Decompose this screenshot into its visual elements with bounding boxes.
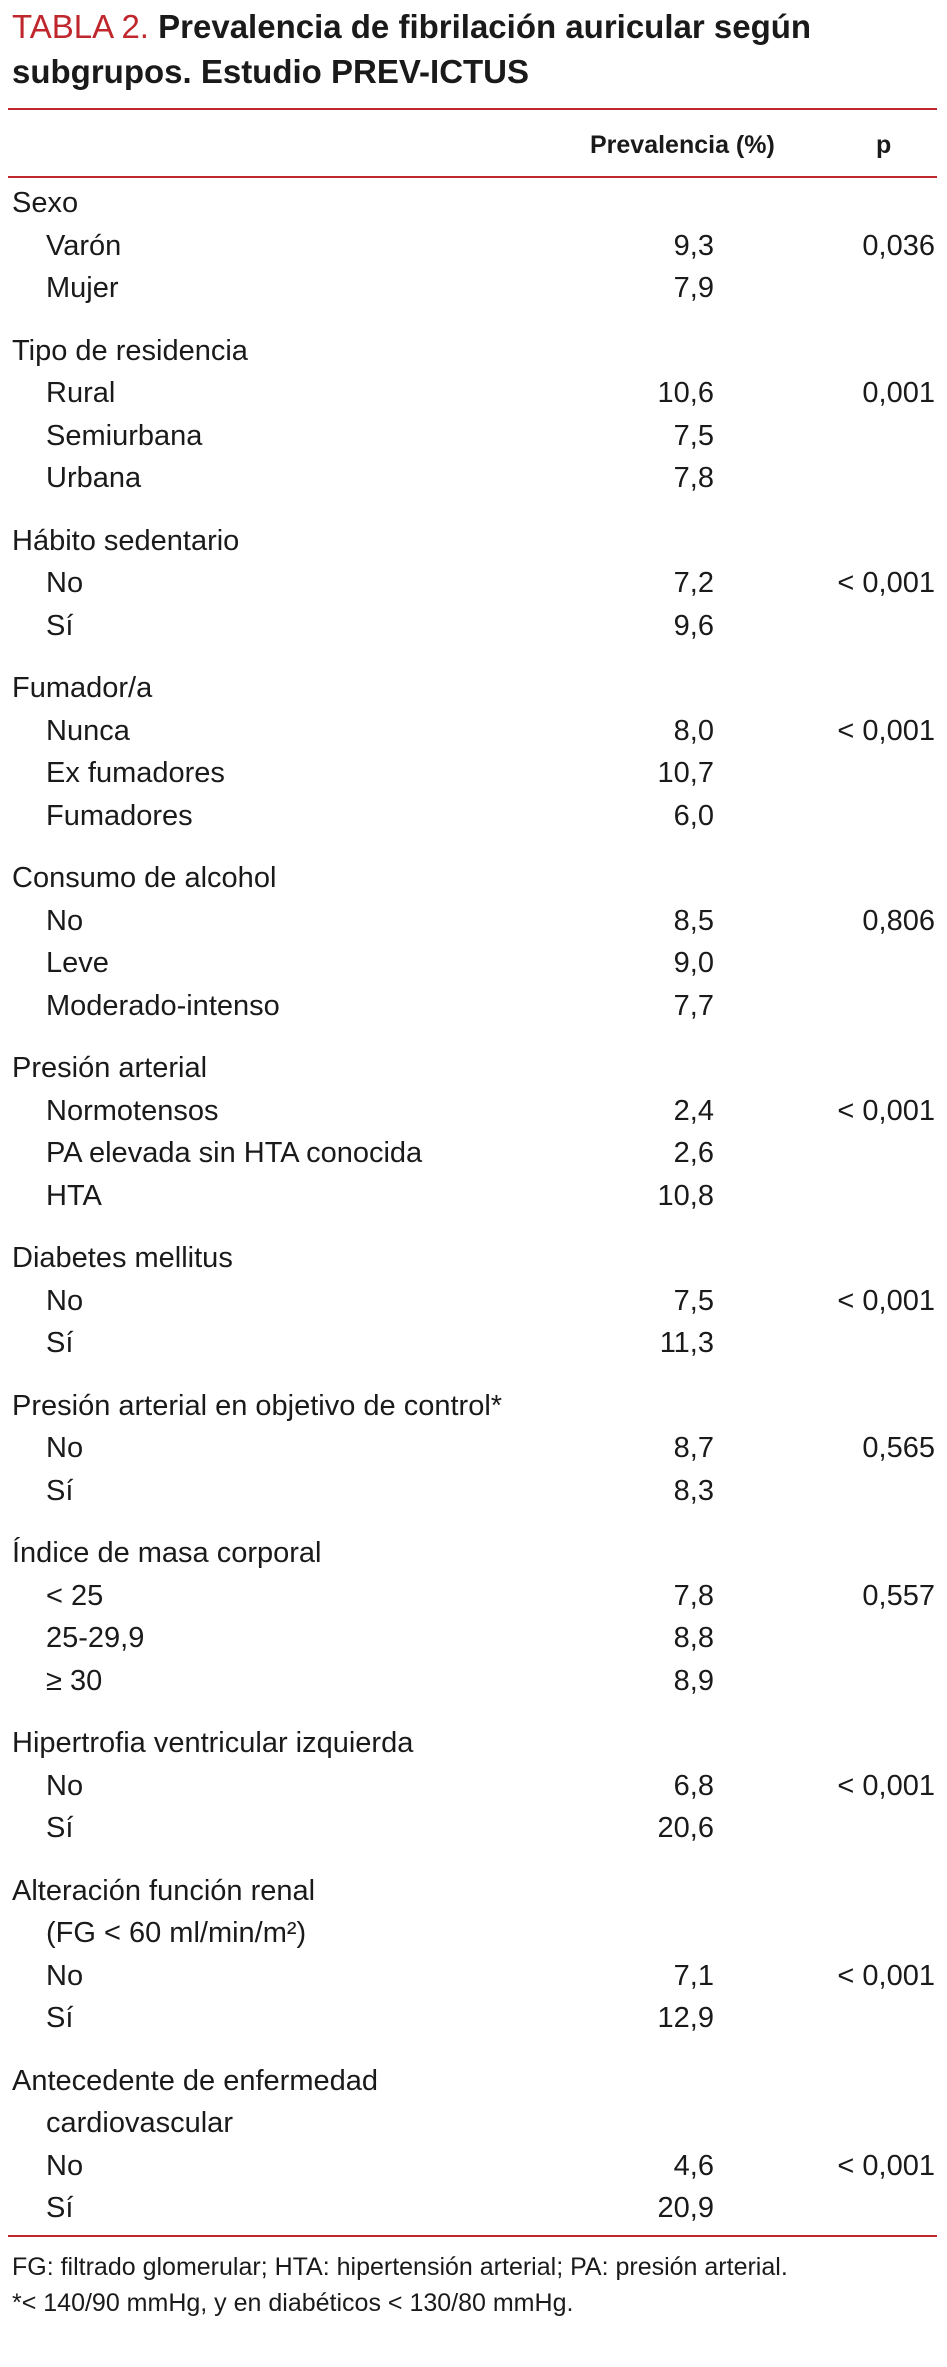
group-label: Hipertrofia ventricular izquierda: [12, 1727, 414, 1759]
group-heading: [0, 1870, 947, 1913]
row-label: Varón: [46, 229, 122, 262]
row-group: [0, 1237, 947, 1365]
row-label: Fumadores: [46, 799, 193, 832]
row-label: Rural: [46, 377, 116, 409]
table-row: [0, 415, 947, 458]
group-heading: [0, 1237, 947, 1280]
table-row: [0, 942, 947, 985]
table-row: [0, 985, 947, 1028]
prevalence-value: 4,6: [673, 2149, 714, 2182]
row-label: Nunca: [46, 714, 130, 747]
row-label: Sí: [46, 1812, 74, 1844]
prevalence-value: 2,4: [673, 1094, 714, 1127]
prevalence-value: 7,1: [673, 1959, 714, 1992]
table-body: [0, 182, 947, 2250]
table-row: [0, 225, 947, 268]
row-label: Mujer: [46, 272, 119, 304]
table-title: [12, 4, 932, 94]
row-group: [0, 1722, 947, 1850]
group-label: Índice de masa corporal: [12, 1537, 322, 1569]
p-value: 0,806: [862, 904, 935, 937]
group-heading: [0, 182, 947, 225]
row-label: HTA: [46, 1179, 102, 1212]
top-rule: [8, 108, 937, 110]
row-label: ≥ 30: [46, 1664, 103, 1697]
table-row: [0, 1427, 947, 1470]
p-value: < 0,001: [837, 2149, 935, 2182]
table-row: [0, 1617, 947, 1660]
group-label: Antecedente de enfermedad: [12, 2064, 378, 2097]
group-heading: [0, 857, 947, 900]
row-label: No: [46, 1432, 84, 1464]
row-label: No: [46, 1959, 84, 1992]
row-label: cardiovascular: [46, 2107, 233, 2139]
footnote-asterisk: *< 140/90 mmHg, y en diabéticos < 130/80 mmHg.: [12, 2289, 574, 2317]
prevalence-value: 7,7: [673, 989, 714, 1022]
table-row: [0, 1765, 947, 1808]
group-heading: [0, 2060, 947, 2103]
group-heading: [0, 1722, 947, 1765]
table-row: [0, 1660, 947, 1703]
table-row: [0, 2145, 947, 2188]
prevalence-value: 9,3: [673, 229, 714, 262]
row-label: Sí: [46, 1474, 74, 1507]
table-row: [0, 2102, 947, 2145]
table-row: [0, 267, 947, 310]
group-label: Presión arterial en objetivo de control*: [12, 1389, 503, 1422]
prevalence-value: 10,7: [657, 757, 714, 789]
row-group: [0, 330, 947, 500]
table-row: [0, 1470, 947, 1513]
prevalence-value: 7,9: [673, 272, 714, 304]
group-heading: [0, 1047, 947, 1090]
row-label: No: [46, 2149, 84, 2182]
table-row: [0, 710, 947, 753]
prevalence-value: 7,5: [673, 1284, 714, 1317]
row-label: Sí: [46, 609, 74, 642]
prevalence-value: 11,3: [659, 1327, 714, 1359]
row-label: Semiurbana: [46, 419, 203, 452]
row-label: Moderado-intenso: [46, 989, 280, 1022]
p-value: < 0,001: [837, 1094, 935, 1127]
prevalence-value: 7,2: [673, 567, 714, 599]
row-group: [0, 182, 947, 310]
row-label: (FG < 60 ml/min/m²): [46, 1917, 307, 1949]
prevalence-value: 20,6: [657, 1812, 714, 1844]
row-group: [0, 520, 947, 648]
column-header-prevalence: Prevalencia (%): [590, 131, 775, 159]
group-label: Sexo: [12, 187, 79, 219]
table-row: [0, 1912, 947, 1955]
p-value: < 0,001: [837, 1769, 935, 1802]
prevalence-value: 2,6: [673, 1137, 714, 1169]
table-row: [0, 1955, 947, 1998]
row-group: [0, 1870, 947, 2040]
group-label: Alteración función renal: [12, 1874, 316, 1907]
group-label: Consumo de alcohol: [12, 862, 277, 894]
table-row: [0, 562, 947, 605]
table-row: [0, 900, 947, 943]
row-label: No: [46, 1769, 84, 1802]
table-row: [0, 752, 947, 795]
title-line-1: Prevalencia de fibrilación auricular según: [158, 8, 812, 45]
table-row: [0, 1807, 947, 1850]
prevalence-value: 7,8: [673, 1579, 714, 1612]
prevalence-value: 6,0: [673, 799, 714, 832]
p-value: < 0,001: [837, 1284, 935, 1317]
row-label: Urbana: [46, 462, 142, 494]
prevalence-value: 10,8: [657, 1179, 714, 1212]
row-label: No: [46, 567, 84, 599]
column-header-p: p: [876, 131, 892, 159]
prevalence-value: 20,9: [657, 2192, 714, 2224]
table-row: [0, 795, 947, 838]
prevalence-value: 8,8: [673, 1622, 714, 1654]
row-label: 25-29,9: [46, 1622, 145, 1654]
p-value: < 0,001: [837, 714, 935, 747]
prevalence-value: 6,8: [673, 1769, 714, 1802]
row-label: Sí: [46, 2002, 74, 2034]
prevalence-value: 9,0: [673, 947, 714, 979]
row-label: No: [46, 904, 84, 937]
bottom-rule: [8, 2235, 937, 2237]
row-label: Ex fumadores: [46, 757, 225, 789]
prevalence-value: 8,7: [673, 1432, 714, 1464]
group-label: Hábito sedentario: [12, 524, 240, 557]
p-value: < 0,001: [837, 567, 935, 599]
footnotes: [12, 2249, 932, 2321]
group-heading: [0, 330, 947, 373]
prevalence-value: 7,5: [673, 419, 714, 452]
table-row: [0, 1090, 947, 1133]
table-row: [0, 1280, 947, 1323]
group-label: Diabetes mellitus: [12, 1242, 233, 1274]
table-row: [0, 1322, 947, 1365]
row-label: Sí: [46, 1327, 74, 1359]
row-label: Normotensos: [46, 1094, 219, 1127]
group-heading: [0, 667, 947, 710]
row-label: No: [46, 1284, 84, 1317]
group-heading: [0, 520, 947, 563]
table-row: [0, 1575, 947, 1618]
p-value: < 0,001: [837, 1959, 935, 1992]
p-value: 0,001: [862, 377, 935, 409]
group-label: Fumador/a: [12, 672, 153, 704]
group-heading: [0, 1385, 947, 1428]
table-row: [0, 1997, 947, 2040]
group-label: Presión arterial: [12, 1052, 208, 1084]
prevalence-value: 12,9: [657, 2002, 714, 2034]
table-row: [0, 605, 947, 648]
row-label: < 25: [46, 1579, 104, 1612]
prevalence-value: 8,9: [673, 1664, 714, 1697]
group-label: Tipo de residencia: [12, 334, 248, 367]
title-line-2: subgrupos. Estudio PREV-ICTUS: [12, 53, 530, 90]
prevalence-value: 10,6: [657, 377, 714, 409]
row-label: Leve: [46, 947, 109, 979]
prevalence-value: 9,6: [673, 609, 714, 642]
table-row: [0, 1132, 947, 1175]
p-value: 0,565: [862, 1432, 935, 1464]
group-heading: [0, 1532, 947, 1575]
row-label: Sí: [46, 2192, 74, 2224]
row-group: [0, 2060, 947, 2230]
table-row: [0, 457, 947, 500]
prevalence-value: 8,5: [673, 904, 714, 937]
table-row: [0, 1175, 947, 1218]
header-rule: [8, 176, 937, 178]
footnote-abbreviations: FG: filtrado glomerular; HTA: hipertensión arterial; PA: presión arterial.: [12, 2253, 788, 2281]
table-row: [0, 2187, 947, 2230]
row-group: [0, 1047, 947, 1217]
table-row: [0, 372, 947, 415]
table-label: TABLA 2.: [12, 8, 149, 45]
row-group: [0, 1385, 947, 1513]
prevalence-value: 8,3: [673, 1474, 714, 1507]
p-value: 0,557: [862, 1579, 935, 1612]
row-label: PA elevada sin HTA conocida: [46, 1137, 423, 1169]
row-group: [0, 667, 947, 837]
row-group: [0, 857, 947, 1027]
row-group: [0, 1532, 947, 1702]
p-value: 0,036: [862, 229, 935, 262]
prevalence-value: 8,0: [673, 714, 714, 747]
prevalence-value: 7,8: [673, 462, 714, 494]
